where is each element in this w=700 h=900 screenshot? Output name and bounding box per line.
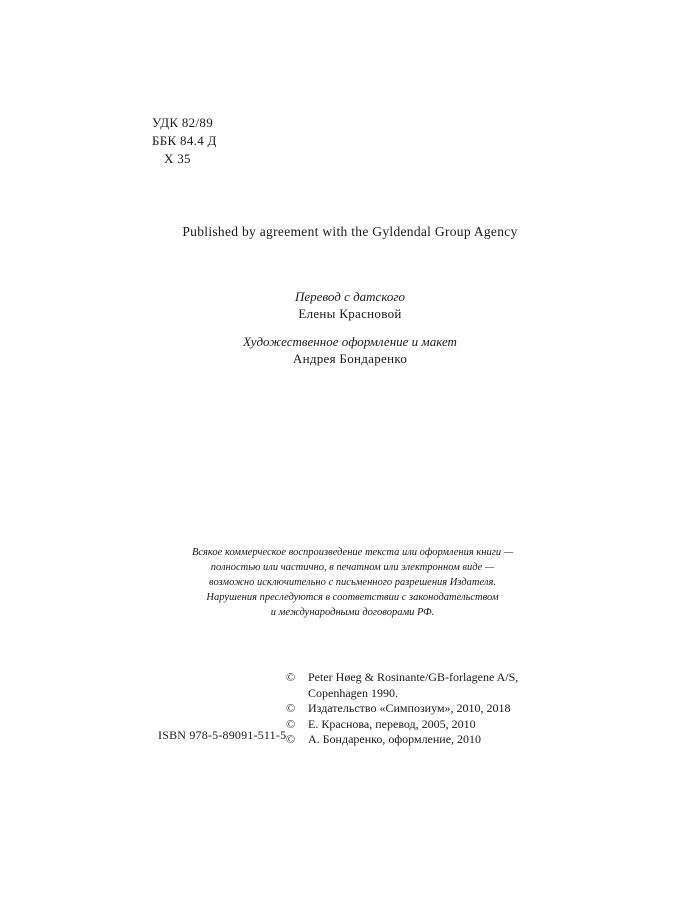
design-role: Художественное оформление и макет [243,334,457,349]
copyright-text: Издательство «Симпозиум», 2010, 2018 [308,701,511,715]
translator-name: Елены Красновой [298,306,402,321]
copyright-entry [286,717,518,733]
copyright-text: Е. Краснова, перевод, 2005, 2010 [308,716,476,731]
isbn-number: ISBN 978-5-89091-511-5 [158,728,287,742]
translation-credit [0,288,700,322]
legal-notice-line: Всякое коммерческое воспроизведение текста или оформления книги — [191,547,514,558]
copyright-icon: © [286,670,296,684]
udk-code: УДК 82/89 [152,115,213,130]
copyright-icon: © [286,732,296,746]
legal-notice [165,545,540,620]
copyright-text: Peter Høeg & Rosinante/GB-forlagene A/S, [308,670,519,684]
library-classification [152,114,217,168]
copyright-icon: © [286,716,296,731]
copyright-entry [286,732,518,748]
copyright-entry [286,670,518,701]
design-credit [0,333,700,367]
legal-notice-line: возможно исключительно с письменного разрешения Издателя. [209,577,496,588]
legal-notice-line: и международными договорами РФ. [270,607,435,618]
bbk-code: ББК 84.4 Д [152,133,217,148]
copyright-entry [286,701,518,717]
copyright-text: А. Бондаренко, оформление, 2010 [308,732,482,746]
copyright-icon: © [286,701,296,715]
designer-name: Андрея Бондаренко [292,351,408,366]
translation-role: Перевод с датского [295,289,405,304]
copyright-list [286,670,518,748]
legal-notice-line: Нарушения преследуются в соответствии с законодательством [206,592,499,603]
copyright-text: Copenhagen 1990. [308,685,398,700]
author-mark: Х 35 [164,151,191,166]
legal-notice-line: полностью или частично, в печатном или электронном виде — [210,562,495,573]
publisher-agreement-note: Published by agreement with the Gyldendal Group Agency [182,224,518,239]
